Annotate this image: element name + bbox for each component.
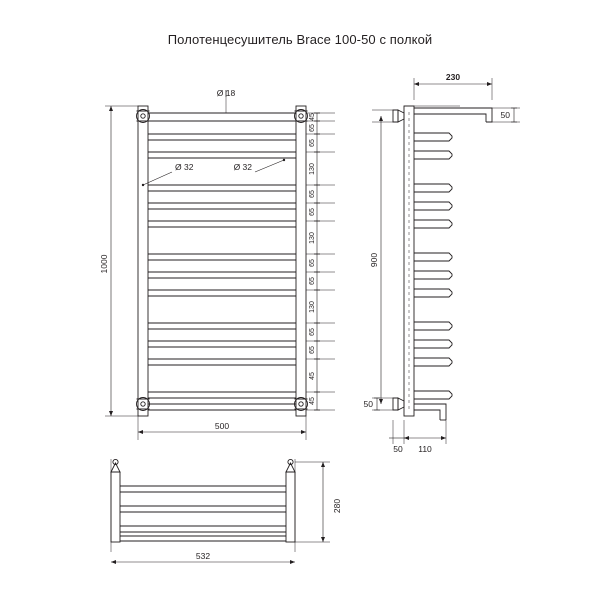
front-rung-spacing-labels <box>309 113 316 405</box>
front-height-label: 1000 <box>99 254 109 274</box>
shelf-height-dimension-280 <box>321 462 325 542</box>
side-top-label: 230 <box>445 72 461 82</box>
front-width-label: 500 <box>214 421 230 431</box>
front-view-extension-lines <box>105 90 335 440</box>
svg-text:45: 45 <box>309 113 316 121</box>
side-top-offset-dimension-50 <box>511 108 517 122</box>
svg-text:65: 65 <box>309 277 316 285</box>
svg-text:65: 65 <box>309 346 316 354</box>
svg-text:130: 130 <box>309 301 316 313</box>
front-pipe-left-label: Ø 32 <box>175 162 194 172</box>
side-height-dimension-900 <box>379 116 383 404</box>
svg-text:130: 130 <box>309 163 316 175</box>
svg-text:130: 130 <box>309 232 316 244</box>
svg-text:65: 65 <box>309 328 316 336</box>
front-view-geometry <box>137 106 308 416</box>
side-bottom-offset-label: 50 <box>363 399 373 409</box>
shelf-view-geometry <box>111 459 295 542</box>
svg-text:65: 65 <box>309 208 316 216</box>
side-top-dimension-230 <box>414 82 492 86</box>
svg-text:65: 65 <box>309 139 316 147</box>
front-pipe-right-label: Ø 32 <box>233 162 252 172</box>
side-top-offset-label: 50 <box>500 110 510 120</box>
svg-text:45: 45 <box>309 372 316 380</box>
side-base-dimensions <box>389 436 446 440</box>
svg-text:65: 65 <box>309 124 316 132</box>
shelf-view-extension-lines <box>111 459 330 552</box>
svg-text:45: 45 <box>309 397 316 405</box>
side-base-right-label: 110 <box>418 444 432 454</box>
svg-text:65: 65 <box>309 259 316 267</box>
page-title: Полотенцесушитель Brace 100-50 с полкой <box>167 32 433 47</box>
svg-text:65: 65 <box>309 190 316 198</box>
front-height-dimension <box>109 106 113 416</box>
front-pipe-top-label: Ø 18 <box>216 88 236 98</box>
side-height-label: 900 <box>369 252 379 268</box>
shelf-width-label: 532 <box>195 551 211 561</box>
side-view-geometry <box>393 106 492 420</box>
shelf-height-label: 280 <box>332 498 342 514</box>
front-diameter-32-leaders <box>142 159 285 186</box>
side-base-left-label: 50 <box>393 444 403 454</box>
side-bottom-offset-dimension-50 <box>374 398 380 410</box>
